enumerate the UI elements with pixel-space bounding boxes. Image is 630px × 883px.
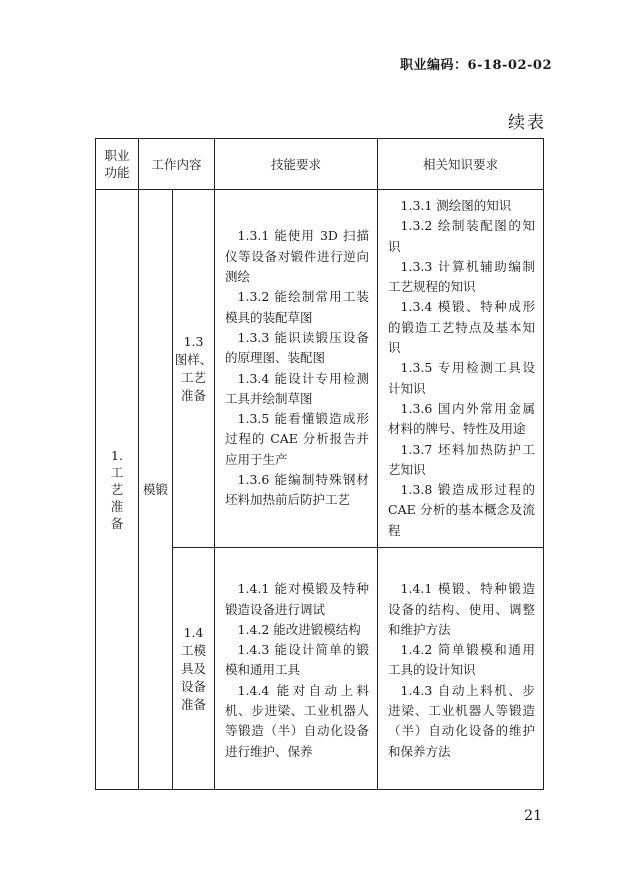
knowledge-item: 1.3.2 绘制装配图的知识 [388, 218, 536, 254]
skill-item: 1.4.3 能设计简单的锻模和通用工具 [225, 642, 370, 678]
knowledge-item: 1.3.6 国内外常用金属材料的牌号、特性及用途 [388, 400, 536, 437]
knowledge-item: 1.3.8 锻造成形过程的 CAE 分析的基本概念及流程 [388, 482, 536, 538]
skill-item: 1.4.2 能改进锻模结构 [237, 621, 361, 637]
knowledge-item: 1.3.1 测绘图的知识 [400, 198, 512, 213]
skill-item: 1.3.5 能看懂锻造成形过程的 CAE 分析报告并应用于生产 [225, 411, 370, 467]
sub-item-cell: 1.4 工模 具及 设备 准备 [173, 548, 215, 790]
skill-item: 1.4.4 能对自动上料机、步进梁、工业机器人等锻造（半）自动化设备进行维护、保养 [225, 682, 370, 759]
skill-item: 1.3.3 能识读锻压设备的原理图、装配图 [225, 329, 370, 366]
table-header [96, 139, 544, 190]
knowledge-item: 1.4.1 模锻、特种锻造设备的结构、使用、调整和维护方法 [388, 581, 536, 637]
knowledge-item: 1.3.4 模锻、特种成形的锻造工艺特点及基本知识 [388, 299, 536, 356]
skill-item: 1.3.1 能使用 3D 扫描仪等设备对锻件进行逆向测绘 [225, 228, 370, 285]
skill-item: 1.3.4 能设计专用检测工具并绘制草图 [225, 370, 370, 406]
knowledge-cell [378, 190, 544, 548]
knowledge-item: 1.3.5 专用检测工具设计知识 [388, 360, 536, 396]
table-row [96, 190, 544, 548]
skills-cell [215, 548, 378, 790]
function-cell [96, 190, 139, 790]
work-content-cell [139, 190, 173, 790]
knowledge-item: 1.4.3 自动上料机、步进梁、工业机器人等锻造（半）自动化设备的维护和保养方法 [388, 682, 536, 759]
skill-item: 1.3.6 能编制特殊钢材坯料加热前后防护工艺 [225, 472, 370, 508]
continued-label: 续表 [508, 113, 546, 133]
sub-item-cell: 1.3 图样、 工艺 准备 [173, 190, 215, 548]
skill-table [95, 138, 544, 790]
knowledge-item: 1.4.2 简单锻模和通用工具的设计知识 [388, 642, 536, 678]
header-knowledge: 相关知识要求 [378, 139, 544, 190]
knowledge-cell [378, 548, 544, 790]
header-work-content: 工作内容 [139, 139, 215, 190]
page-number: 21 [524, 808, 542, 824]
knowledge-item: 1.3.7 坯料加热防护工艺知识 [388, 441, 536, 477]
work-content-text: 模锻 [142, 482, 168, 498]
occupation-code: 职业编码：6-18-02-02 [399, 58, 552, 73]
header-skills: 技能要求 [215, 139, 378, 190]
skill-item: 1.3.2 能绘制常用工装模具的装配草图 [225, 289, 370, 325]
skills-cell [215, 190, 378, 548]
header-function: 职业 功能 [96, 139, 139, 190]
skill-item: 1.4.1 能对模锻及特种锻造设备进行调试 [225, 581, 370, 617]
knowledge-item: 1.3.3 计算机辅助编制工艺规程的知识 [388, 258, 536, 295]
function-text: 1. 工 艺 准 备 [110, 448, 124, 532]
